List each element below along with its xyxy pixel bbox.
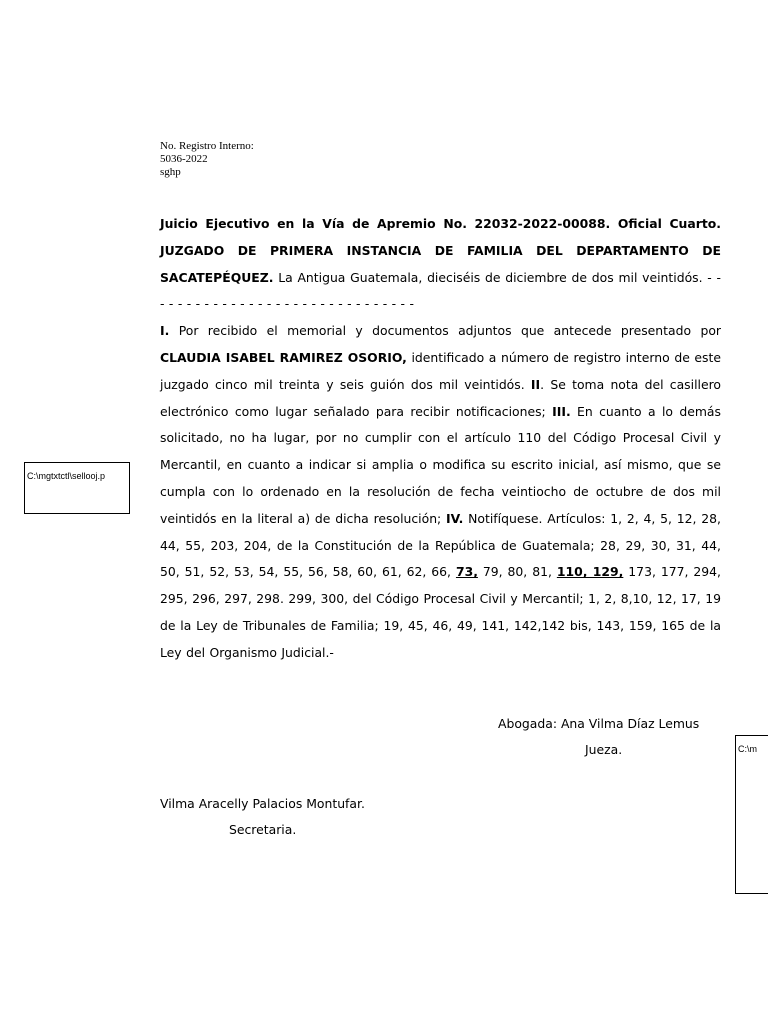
seal-image-placeholder-left	[24, 462, 130, 514]
article-73: 73,	[455, 564, 478, 580]
registro-block	[160, 140, 254, 179]
case-heading: Juicio Ejecutivo en la Vía de Apremio No. 22032-2022-00088. Oficial Cuarto. JUZGADO DE PRIMERA INSTANCIA DE FAMILIA DEL DEPARTAMENTO DE SACATEPÉQUEZ.	[160, 216, 721, 285]
resolution-main-paragraph	[160, 318, 721, 666]
roman-numeral-ii: II	[530, 376, 541, 392]
seal-image-path: C:\m	[738, 744, 757, 754]
registro-initials: sghp	[160, 166, 181, 178]
text-segment: Notifíquese. Artículos: 1, 2, 4, 5, 12, 28, 44, 55, 203, 204, de la Constitución de la República de Guatemala; 28, 29, 30, 31, 44, 50, 51, 52, 53, 54, 55, 56, 58, 60, 61, 62, 66,	[160, 510, 721, 580]
text-segment: En cuanto a lo demás solicitado, no ha lugar, por no cumplir con el artículo 110 del Código Procesal Civil y Mercantil, en cuanto a indicar si amplia o modifica su escrito inicial, así mismo, que se cumpla con lo ordenado en la resolución de fecha veintiocho de octubre de dos mil veintidós en la literal a) de dicha resolución;	[160, 403, 721, 526]
article-110-129: 110, 129,	[556, 564, 624, 580]
seal-image-path: C:\mgtxtctl\sellooj.p	[27, 471, 106, 481]
resolution-body	[160, 211, 721, 667]
text-segment: Por recibido el memorial y documentos adjuntos que antecede presentado por	[169, 323, 721, 339]
applicant-name: CLAUDIA ISABEL RAMIREZ OSORIO,	[160, 349, 407, 365]
seal-image-placeholder-right	[735, 735, 768, 894]
text-segment: . Se toma nota del casillero electrónico como lugar señalado para recibir notificaciones;	[160, 376, 721, 419]
roman-numeral-iv: IV.	[446, 510, 464, 526]
registro-number: 5036-2022	[160, 153, 208, 165]
secretary-signature-name: Vilma Aracelly Palacios Montufar.	[160, 796, 365, 811]
date-line: La Antigua Guatemala, dieciséis de diciembre de dos mil veintidós. - - - - - - - - - - - - - - - - - - - - - - - - - - - - - - -	[160, 269, 721, 312]
text-segment: identificado a número de registro interno de este juzgado cinco mil treinta y seis guión dos mil veintidós.	[160, 349, 721, 392]
judge-signature-role: Jueza.	[585, 742, 623, 757]
text-segment: 173, 177, 294, 295, 296, 297, 298. 299, 300, del Código Procesal Civil y Mercantil; 1, 2, 8,10, 12, 17, 19 de la Ley de Tribunales de Familia; 19, 45, 46, 49, 141, 142,142 bis, 143, 159, 165 de la Ley del Organismo Judicial.-	[160, 564, 721, 660]
roman-numeral-iii: III.	[552, 403, 571, 419]
registro-label: No. Registro Interno:	[160, 140, 254, 152]
judge-signature-name: Abogada: Ana Vilma Díaz Lemus	[498, 716, 700, 731]
resolution-heading-paragraph	[160, 211, 721, 318]
text-segment: 79, 80, 81,	[477, 564, 557, 580]
roman-numeral-i: I.	[160, 323, 170, 339]
secretary-signature-role: Secretaria.	[229, 822, 297, 837]
